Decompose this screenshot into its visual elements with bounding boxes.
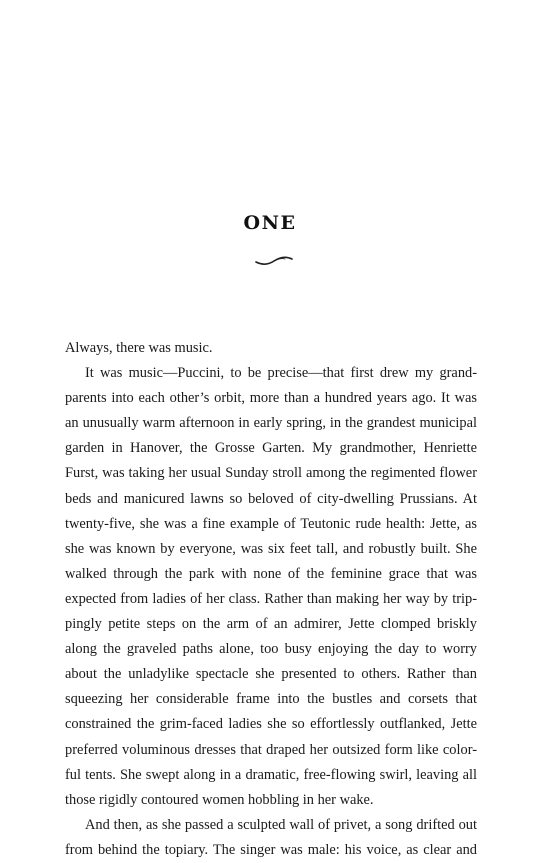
- text-line: she was known by everyone, was six feet tall, and robustly built. She: [65, 540, 477, 557]
- text-line: walked through the park with none of the feminine grace that was: [65, 565, 477, 582]
- text-line: preferred voluminous dresses that draped her outsized form like color-: [65, 741, 477, 758]
- text-line: Always, there was music.: [65, 340, 213, 356]
- text-line: Furst, was taking her usual Sunday stroll among the regimented flower: [65, 465, 477, 482]
- text-line: expected from ladies of her class. Rather than making her way by trip-: [65, 590, 477, 607]
- text-line: those rigidly contoured women hobbling in her wake.: [65, 791, 374, 808]
- text-line: squeezing her considerable frame into the bustles and corsets that: [65, 691, 477, 708]
- chapter-body: [65, 336, 477, 863]
- text-line: garden in Hanover, the Grosse Garten. My grandmother, Henriette: [65, 440, 477, 457]
- text-line: about the unladylike spectacle she presented to others. Rather than: [65, 666, 477, 683]
- text-line: constrained the grim-faced ladies she so effortlessly outflanked, Jette: [65, 716, 477, 733]
- text-line: It was music—Puccini, to be precise—that first drew my grand-: [85, 365, 477, 382]
- swash-ornament-icon: [254, 252, 294, 268]
- text-line: an unusually warm afternoon in early spring, in the grandest municipal: [65, 415, 477, 432]
- text-line: ful tents. She swept along in a dramatic, free-flowing swirl, leaving all: [65, 766, 477, 783]
- chapter-title: ONE: [243, 212, 297, 234]
- text-line: parents into each other’s orbit, more than a hundred years ago. It was: [65, 390, 477, 407]
- text-line: pingly petite steps on the arm of an admirer, Jette clomped briskly: [65, 616, 477, 633]
- text-line: twenty-five, she was a fine example of Teutonic rude health: Jette, as: [65, 515, 477, 532]
- text-line: beds and manicured lawns so beloved of city-dwelling Prussians. At: [65, 490, 477, 507]
- text-line: And then, as she passed a sculpted wall of privet, a song drifted out: [85, 816, 477, 833]
- text-line: from behind the topiary. The singer was male: his voice, as clear and: [65, 841, 477, 858]
- text-line: along the graveled paths alone, too busy enjoying the day to worry: [65, 641, 477, 658]
